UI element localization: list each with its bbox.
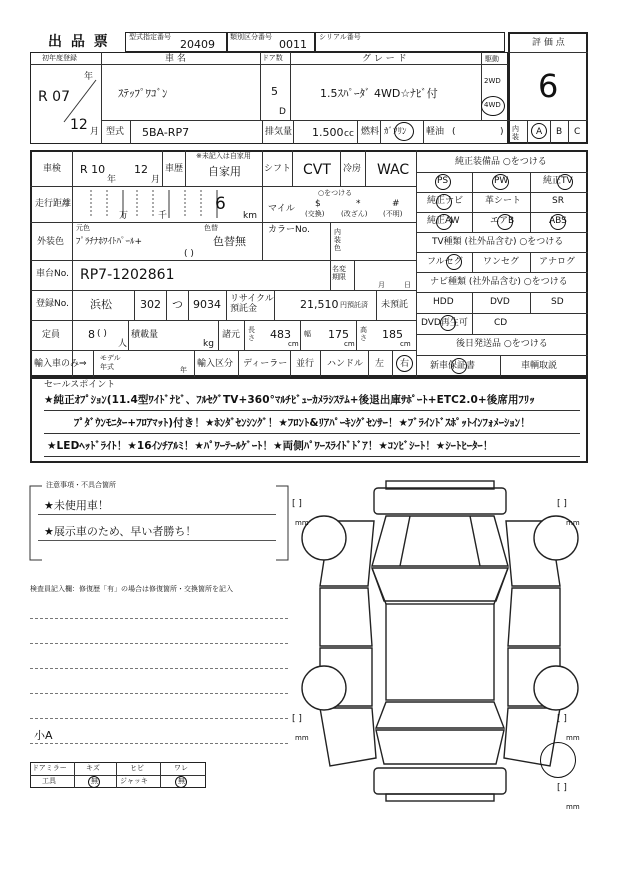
tv-oneseg: ワンセグ	[483, 257, 520, 267]
recycle-none: 未預託	[381, 300, 409, 310]
shaken-label: 車検	[43, 164, 62, 174]
cc-unit: cc	[344, 129, 354, 139]
tread-bracket-spare: [ ]	[557, 783, 567, 793]
shift-value: CVT	[303, 162, 331, 178]
tread-mm-fr: mm	[566, 519, 580, 527]
tv-analog: アナログ	[539, 257, 576, 267]
reg-class: 302	[140, 298, 161, 311]
first-reg-month: 12	[70, 117, 88, 133]
navi-sd: SD	[551, 297, 564, 307]
width-cm: cm	[344, 340, 355, 348]
capacity-paren: ( )	[97, 329, 107, 339]
equip-airbag: エアB	[490, 216, 515, 226]
sales-point-label: セールスポイント	[44, 380, 116, 390]
color-value: ﾌﾟﾗﾁﾅﾎﾜｲﾄﾊﾟｰﾙ+	[76, 237, 143, 247]
import-class-label: 輸入区分	[197, 359, 234, 369]
handle-right: 右	[400, 359, 410, 369]
length-cm: cm	[288, 340, 299, 348]
name-change-label: 名変期限	[332, 265, 346, 281]
later-title: 後日発送品 ○をつける	[456, 339, 548, 349]
man-unit: 万	[119, 211, 129, 221]
equip-pw-circle-icon	[492, 174, 509, 190]
interior-color-label: 内装色	[334, 228, 341, 252]
interior-grade-c: C	[574, 127, 581, 137]
mile-opt-unknown: (不明)	[383, 210, 403, 218]
tread-mm-spare: mm	[566, 803, 580, 811]
equip-aw: 純正AW	[427, 216, 460, 226]
width-value: 175	[328, 328, 349, 341]
equip-navi-circle-icon	[436, 194, 452, 210]
grade-value: 1.5ｽﾊﾟｰﾀﾞ 4WD☆ﾅﾋﾞ付	[320, 87, 438, 100]
width-label: 幅	[304, 330, 311, 338]
interior-grade-b: B	[556, 127, 563, 137]
mileage-label: 走行距離	[35, 199, 72, 209]
interior-grade-label: 内装	[512, 125, 519, 141]
height-label: 高さ	[360, 326, 367, 342]
orig-color-label: 元色	[76, 224, 90, 232]
tread-bracket-rr: [ ]	[557, 714, 567, 724]
equip-ps-circle-icon	[435, 174, 451, 190]
equip-ps: PS	[437, 176, 449, 186]
import-class-parallel: 並行	[296, 359, 315, 369]
import-label: 輸入車のみ⇒	[34, 359, 87, 369]
serial-no-label: シリアル番号	[319, 33, 361, 41]
later-warranty-circle-icon	[451, 358, 467, 374]
legend-jack-none: 無	[178, 777, 185, 785]
ac-value: WAC	[377, 162, 410, 178]
legend-jack: ジャッキ	[120, 777, 148, 785]
tread-mm-rr: mm	[566, 734, 580, 742]
length-value: 483	[270, 328, 291, 341]
km-unit: km	[243, 211, 257, 221]
doors-value: 5	[271, 85, 278, 98]
chassis-label: 車台No.	[36, 269, 69, 279]
height-value: 185	[382, 328, 403, 341]
legend-tools: 工具	[42, 777, 56, 785]
tread-mm-fl: mm	[295, 519, 309, 527]
tv-title: TV種類 (社外品含む) ○をつける	[432, 237, 564, 247]
dims-label: 諸元	[222, 330, 241, 340]
shaken-year-unit: 年	[107, 175, 117, 185]
car-name-value: ｽﾃｯﾌﾟﾜｺﾞﾝ	[118, 87, 168, 100]
note-line-1: ★未使用車！	[44, 499, 109, 512]
mile-opt-exchange: (交換)	[305, 210, 325, 218]
tools-none-circle-icon	[88, 776, 100, 788]
mileage-digit-grid	[75, 188, 261, 220]
type-no-label: 型式指定番号	[129, 33, 171, 41]
reg-area: 浜松	[90, 298, 112, 311]
category-no-label: 類別区分番号	[230, 33, 272, 41]
mileage-value: 6	[215, 194, 226, 214]
chassis-value: RP7-1202861	[80, 267, 175, 283]
shift-label: シフト	[264, 164, 292, 174]
mile-opt-tamper: (改ざん)	[341, 210, 368, 218]
model-label: 型式	[106, 127, 125, 137]
usage-value: 自家用	[208, 165, 241, 178]
door-type: D	[279, 107, 286, 117]
model-year-label: モデル年式	[100, 354, 121, 371]
navi-hdd: HDD	[433, 297, 454, 307]
notes-bracket	[28, 481, 290, 564]
legend-crack: ヒビ	[130, 764, 144, 772]
mile-mark-label: ○をつける	[318, 189, 353, 197]
navi-cd: CD	[494, 318, 508, 328]
interior-grade-a: A	[536, 127, 543, 137]
color-change-value: 色替無	[213, 235, 246, 248]
usage-label: 車歴	[165, 164, 184, 174]
sales-line-1: ★純正ｵﾌﾟｼｮﾝ(11.4型ﾜｲﾄﾞﾅﾋﾞ、ﾌﾙｾｸﾞTV+360°ﾏﾙﾁﾋﾞｭｰｶﾒﾗｼｽﾃﾑ+後退出庫ｻﾎﾟｰﾄ+ETC2.0+後席用ﾌﾘｯ	[44, 394, 535, 406]
shaken-month-unit: 月	[151, 175, 161, 185]
equip-aw-circle-icon	[436, 214, 452, 230]
color-change-label: 色替	[204, 224, 218, 232]
paren-close: )	[500, 127, 504, 137]
equip-abs-circle-icon	[550, 214, 566, 230]
legend-door-mirror: ドアミラー	[32, 764, 67, 772]
navi-dvd-play-circle-icon	[440, 315, 456, 331]
tread-bracket-fl: [ ]	[292, 499, 302, 509]
light-oil-label: 軽油	[426, 127, 445, 137]
handle-left: 左	[375, 359, 385, 369]
sales-line-2: ﾌﾟﾀﾞｳﾝﾓﾆﾀｰ+ﾌﾛｱﾏｯﾄ)付き！★ﾎﾝﾀﾞｾﾝｼﾝｸﾞ！★ﾌﾛﾝﾄ&ﾘｱﾊﾟｰｷﾝｸﾞｾﾝｻｰ！★ﾌﾞﾗｲﾝﾄﾞｽﾎﾟｯﾄｲﾝﾌｫﾒｰｼｮﾝ！	[74, 417, 531, 429]
inspector-value: 小A	[34, 729, 53, 742]
handle-right-circle-icon	[396, 355, 413, 372]
kg-unit: kg	[203, 339, 214, 349]
mile-opt-exchange-sym: $	[315, 199, 321, 209]
fuel-label: 燃料	[361, 127, 380, 137]
first-reg-label: 初年度登録	[42, 54, 77, 62]
equip-leather: 革シート	[485, 196, 522, 206]
equipment-title: 純正装備品 ○をつける	[455, 157, 547, 167]
model-value: 5BA-RP7	[142, 126, 190, 139]
navi-dvd-play: DVD再生可	[421, 318, 468, 328]
tread-bracket-fr: [ ]	[557, 499, 567, 509]
equip-tv-circle-icon	[557, 174, 573, 190]
type-no-value: 20409	[180, 38, 215, 51]
import-class-dealer: ディーラー	[243, 359, 288, 369]
tv-fullseg-circle-icon	[446, 254, 462, 270]
reg-kana: つ	[172, 298, 183, 311]
notes-label: 注意事項・不具合箇所	[46, 481, 116, 489]
drive-4wd: 4WD	[484, 101, 501, 109]
equip-tv: 純正TV	[543, 176, 573, 186]
sen-unit: 千	[158, 211, 168, 221]
capacity-label: 定員	[42, 330, 61, 340]
model-year-unit: 年	[180, 366, 187, 374]
shaken-era: R 10	[80, 163, 106, 176]
jack-none-circle-icon	[175, 776, 187, 788]
paren-open: (	[452, 127, 456, 137]
fuel-gasoline-circle-icon	[394, 122, 414, 141]
interior-a-circle-icon	[531, 123, 547, 139]
color-paren: ( )	[184, 249, 194, 259]
equip-pw: PW	[494, 176, 509, 186]
mile-opt-unknown-sym: #	[392, 199, 400, 209]
doors-label: ドア数	[262, 54, 283, 62]
tv-fullseg: フルセグ	[427, 257, 463, 267]
legend-break: ワレ	[174, 764, 188, 772]
month-unit: 月	[90, 127, 100, 137]
inspector-label: 検査員記入欄：修復歴「有」の場合は修復箇所・交換箇所を記入	[30, 585, 233, 593]
color-no-label: カラーNo.	[268, 225, 310, 235]
recycle-label: リサイクル預託金	[230, 294, 274, 314]
year-unit: 年	[84, 72, 94, 82]
color-label: 外装色	[37, 237, 65, 247]
tread-mm-rl: mm	[295, 734, 309, 742]
eval-label: 評 価 点	[532, 38, 565, 48]
person-unit: 人	[118, 339, 128, 349]
first-reg-era: R 07	[38, 89, 70, 105]
reg-label: 登録No.	[36, 299, 69, 309]
reg-num: 9034	[193, 298, 221, 311]
displacement-label: 排気量	[265, 127, 293, 137]
car-name-label: 車 名	[165, 54, 186, 64]
shaken-month: 12	[134, 163, 148, 176]
equip-navi: 純正ナビ	[427, 196, 464, 206]
legend-tools-none: 無	[91, 777, 98, 785]
self-use-note: ※未記入は自家用	[196, 152, 251, 160]
mile-label: マイル	[268, 204, 295, 214]
fuel-value: ｶﾞｿﾘﾝ	[384, 127, 407, 137]
equip-airbag-circle-icon	[497, 214, 513, 230]
navi-dvd: DVD	[490, 297, 510, 307]
length-label: 長さ	[248, 326, 255, 342]
eval-score: 6	[538, 67, 559, 105]
equip-sr: SR	[552, 196, 564, 206]
displacement-value: 1.500	[312, 126, 344, 139]
mile-opt-tamper-sym: *	[356, 199, 361, 209]
name-change-day: 日	[404, 281, 411, 289]
later-warranty: 新車保証書	[430, 361, 476, 371]
height-cm: cm	[400, 340, 411, 348]
tread-bracket-rl: [ ]	[292, 714, 302, 724]
recycle-unit: 円預託済	[340, 301, 368, 309]
ac-label: 冷房	[343, 164, 362, 174]
later-manual: 車輌取説	[521, 361, 558, 371]
navi-title: ナビ種類 (社外品含む) ○をつける	[430, 277, 568, 287]
form-title: 出 品 票	[48, 34, 110, 50]
spare-tire-icon	[540, 742, 576, 778]
note-line-2: ★展示車のため、早い者勝ち！	[44, 525, 197, 538]
recycle-amount: 21,510	[300, 298, 339, 311]
category-no-value: 0011	[279, 38, 307, 51]
equip-abs: ABS	[549, 216, 567, 226]
drive-label: 駆動	[485, 55, 499, 63]
drive-4wd-circle-icon	[481, 96, 505, 116]
name-change-month: 月	[378, 281, 385, 289]
sales-line-3: ★LEDﾍｯﾄﾞﾗｲﾄ！★16ｲﾝﾁｱﾙﾐ！★ﾊﾟﾜｰﾃｰﾙｹﾞｰﾄ！★両側ﾊﾟﾜｰｽﾗｲﾄﾞﾄﾞｱ！★ｺﾝﾋﾞｼｰﾄ！★ｼｰﾄﾋｰﾀｰ！	[47, 440, 494, 452]
drive-2wd: 2WD	[484, 77, 501, 85]
legend-scratch: キズ	[86, 764, 100, 772]
handle-label: ハンドル	[327, 359, 364, 369]
load-label: 積載量	[131, 330, 159, 340]
grade-label: グ レ ー ド	[362, 54, 407, 64]
capacity-value: 8	[88, 328, 95, 341]
